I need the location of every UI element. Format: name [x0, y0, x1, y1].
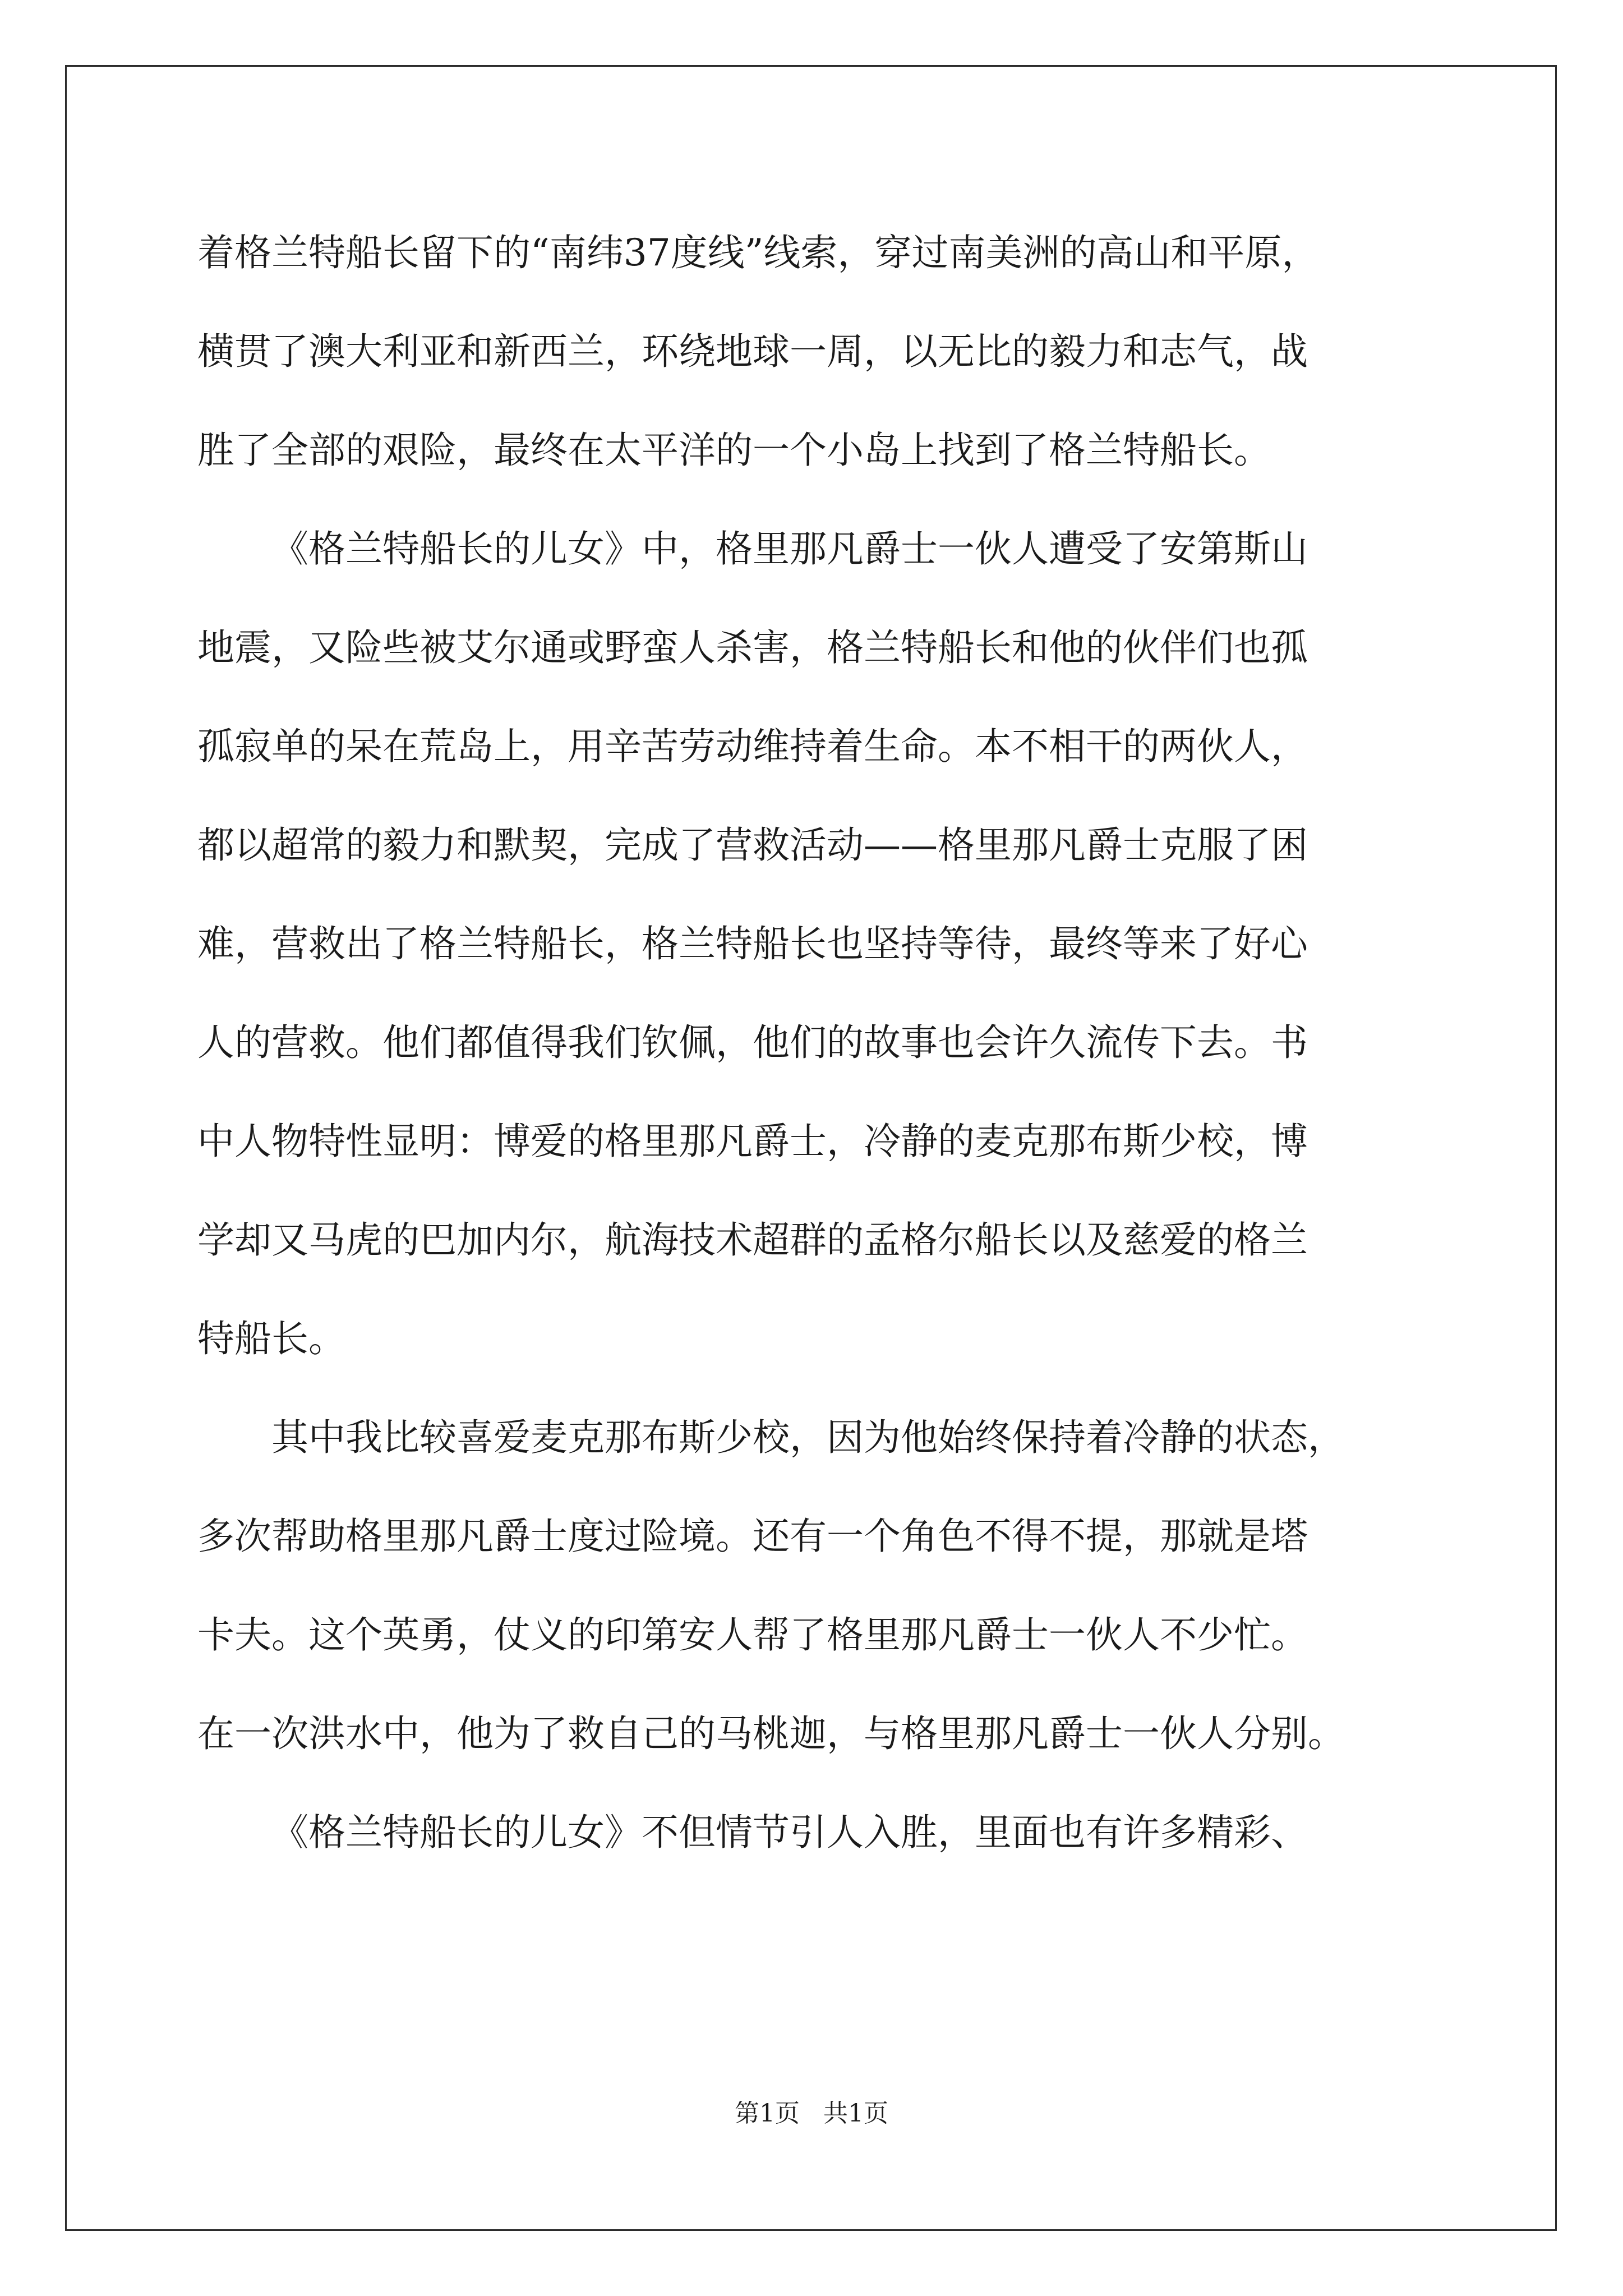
paragraph-start-line: 《格兰特船长的儿女》不但情节引人入胜，里面也有许多精彩、	[271, 1811, 1308, 1854]
text-line: 在一次洪水中，他为了救自己的马桃迦，与格里那凡爵士一伙人分别。	[197, 1712, 1345, 1755]
text-line: 多次帮助格里那凡爵士度过险境。还有一个角色不得不提，那就是塔	[197, 1515, 1308, 1558]
paragraph-start-line: 其中我比较喜爱麦克那布斯少校，因为他始终保持着冷静的状态，	[271, 1416, 1345, 1459]
text-line: 孤寂单的呆在荒岛上，用辛苦劳动维持着生命。本不相干的两伙人，	[197, 725, 1308, 768]
page-footer: 第1页 共1页	[735, 2099, 888, 2128]
text-line: 学却又马虎的巴加内尔，航海技术超群的孟格尔船长以及慈爱的格兰	[197, 1218, 1308, 1262]
paragraph-start-line: 《格兰特船长的儿女》中，格里那凡爵士一伙人遭受了安第斯山	[271, 527, 1308, 570]
text-line: 着格兰特船长留下的“南纬37度线”线索，穿过南美洲的高山和平原，	[197, 231, 1319, 274]
text-line: 卡夫。这个英勇，仗义的印第安人帮了格里那凡爵士一伙人不少忙。	[197, 1613, 1308, 1657]
text-line: 人的营救。他们都值得我们钦佩，他们的故事也会许久流传下去。书	[197, 1021, 1308, 1064]
text-line: 都以超常的毅力和默契，完成了营救活动——格里那凡爵士克服了困	[197, 823, 1308, 867]
text-line: 中人物特性显明：博爱的格里那凡爵士，冷静的麦克那布斯少校，博	[197, 1120, 1308, 1163]
text-line: 难，营救出了格兰特船长，格兰特船长也坚持等待，最终等来了好心	[197, 922, 1308, 965]
text-line: 横贯了澳大利亚和新西兰，环绕地球一周，以无比的毅力和志气，战	[197, 330, 1308, 373]
text-line: 胜了全部的艰险，最终在太平洋的一个小岛上找到了格兰特船长。	[197, 429, 1271, 472]
text-line: 地震，又险些被艾尔通或野蛮人杀害，格兰特船长和他的伙伴们也孤	[197, 626, 1308, 669]
text-line: 特船长。	[197, 1317, 345, 1360]
